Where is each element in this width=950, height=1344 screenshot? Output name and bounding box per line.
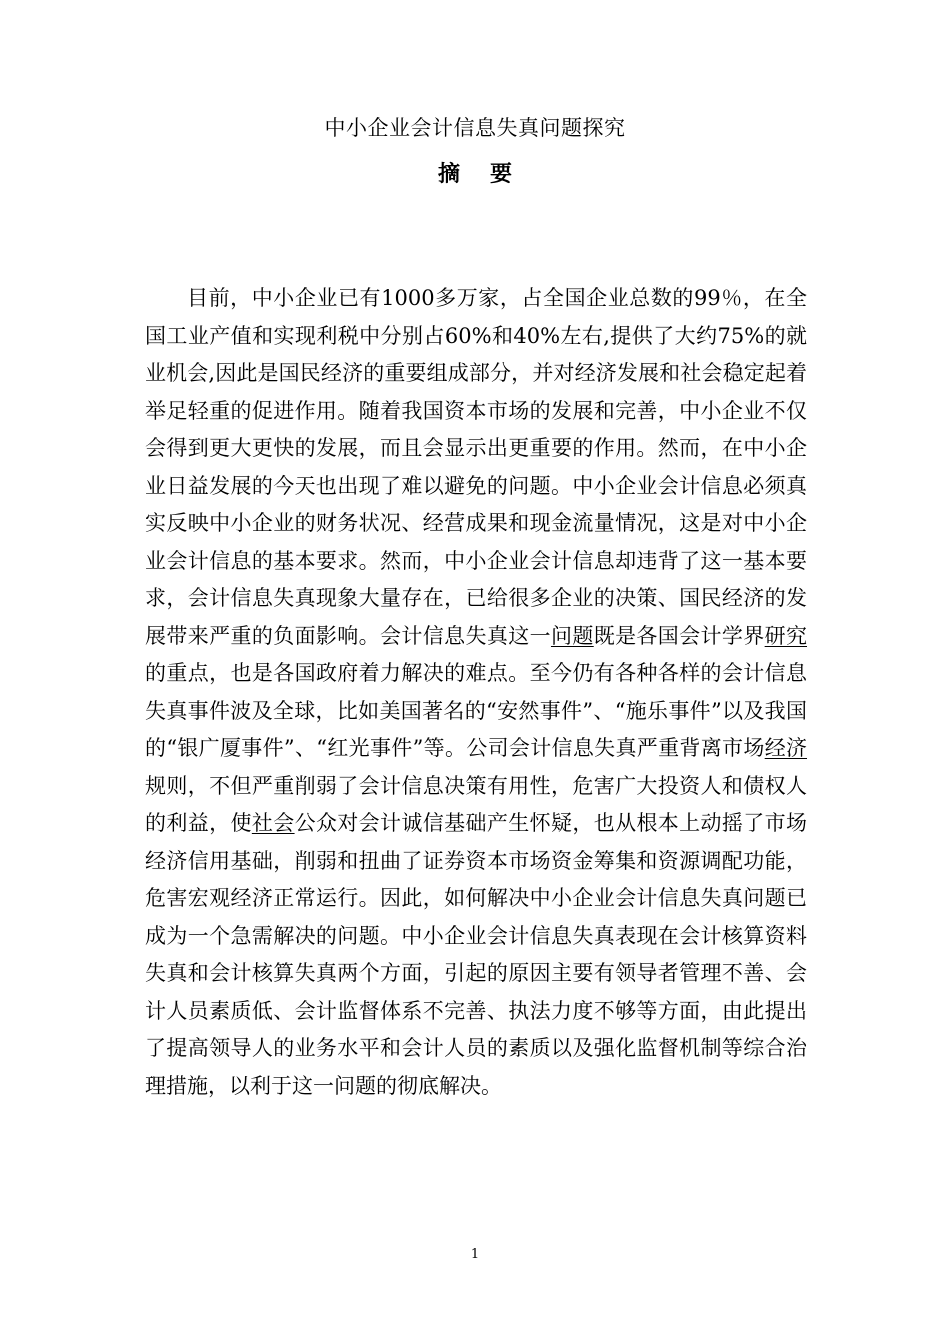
abstract-heading-char-2: 要 <box>490 162 513 187</box>
hyperlink-wenti[interactable]: 问题 <box>550 623 594 648</box>
abstract-heading-char-1: 摘 <box>437 162 460 187</box>
hyperlink-jingji[interactable]: 经济 <box>764 736 808 760</box>
abstract-heading <box>0 160 950 190</box>
hyperlink-yanjiu[interactable]: 研究 <box>764 623 808 648</box>
abstract-text-3: 的重点，也是各国政府着力解决的难点。至今仍有各种各样的会计信息失真事件波及全球，比如美国著名的“安然事件”、“施乐事件”以及我国的“银广厦事件”、“红光事件”等。公司会计信息失真严重背离市场 <box>145 661 807 760</box>
abstract-text-1: 目前，中小企业已有1000多万家，占全国企业总数的99％，在全国工业产值和实现利税中分别占60%和40%左右,提供了大约75%的就业机会,因此是国民经济的重要组成部分，并对经济发展和社会稳定起着举足轻重的促进作用。随着我国资本市场的发展和完善，中小企业不仅会得到更大更快的发展，而且会显示出更重要的作用。然而，在中小企业日益发展的今天也出现了难以避免的问题。中小企业会计信息必须真实反映中小企业的财务状况、经营成果和现金流量情况，这是对中小企业会计信息的基本要求。然而，中小企业会计信息却违背了这一基本要求，会计信息失真现象大量存在，已给很多企业的决策、国民经济的发展带来严重的负面影响。会计信息失真这一 <box>145 286 807 648</box>
page-number: 1 <box>470 1247 480 1262</box>
abstract-text-5: 公众对会计诚信基础产生怀疑，也从根本上动摇了市场经济信用基础，削弱和扭曲了证券资本市场资金筹集和资源调配功能，危害宏观经济正常运行。因此，如何解决中小企业会计信息失真问题已成为一个急需解决的问题。中小企业会计信息失真表现在会计核算资料失真和会计核算失真两个方面，引起的原因主要有领导者管理不善、会计人员素质低、会计监督体系不完善、执法力度不够等方面，由此提出了提高领导人的业务水平和会计人员的素质以及强化监督机制等综合治理措施，以利于这一问题的彻底解决。 <box>145 811 808 1098</box>
abstract-text-4: 规则，不但严重削弱了会计信息决策有用性，危害广大投资人和债权人的利益，使 <box>145 773 807 835</box>
document-title: 中小企业会计信息失真问题探究 <box>324 116 626 140</box>
hyperlink-shehui[interactable]: 社会 <box>251 811 295 835</box>
abstract-text-2: 既是各国会计学界 <box>593 623 765 648</box>
abstract-paragraph <box>145 280 807 1105</box>
